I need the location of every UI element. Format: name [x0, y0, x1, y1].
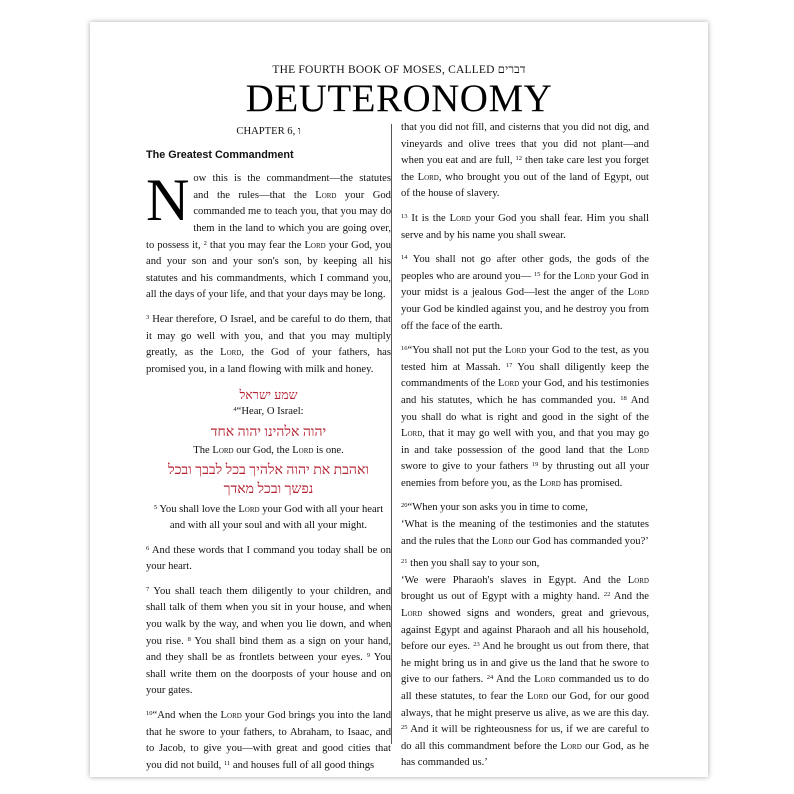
- verse-1-2: Now this is the commandment—the statutes and the rules—that the Lord your God commanded me to teach you, that you may do them in the land to which you are going over, to possess it, $^2$ that you may fear the Lord your God, you and your son and your son's son, by keeping all his statutes and his commandments, which I command you, all the days of your life, and that your days may be long.: [146, 167, 391, 301]
- verse-number: 8: [187, 635, 191, 643]
- verse-number: 7: [146, 585, 150, 593]
- hebrew-veahavta-line-2: נפשך ובכל מאדך: [223, 481, 314, 497]
- left-column: [146, 124, 391, 777]
- bible-page: [90, 22, 708, 777]
- verse-number: 22: [603, 591, 611, 599]
- verse-number: 16: [401, 345, 408, 353]
- verse-number: 6: [146, 544, 150, 552]
- chapter-label: CHAPTER 6, ו: [236, 126, 301, 137]
- verse-14-15: $^{14}$ You shall not go after other gods, the gods of the peoples who are around you— $^{15}$ for the Lord your God in your midst is a jealous God—lest the anger of the Lord your God be kindled against you, and he destroy you from off the face of the earth.: [401, 254, 649, 332]
- drop-cap: N: [146, 167, 190, 234]
- verse-number: 10: [146, 710, 153, 718]
- verse-number: 2: [203, 239, 207, 247]
- book-subtitle: THE FOURTH BOOK OF MOSES, CALLED דברים: [272, 64, 526, 76]
- hebrew-shema: שמע ישראל: [239, 388, 298, 403]
- hebrew-veahavta-line-1: ואהבת את יהוה אלהיך בכל לבבך ובכל: [168, 462, 369, 478]
- verse-number: 20: [401, 502, 408, 510]
- verse-number: 25: [401, 724, 408, 732]
- verse-20: $^{20}$“When your son asks you in time to come, ‘What is the meaning of the testimonies and the statutes and the rules that the Lord our God has commanded you?’: [401, 502, 649, 547]
- verse-number: 24: [486, 674, 494, 682]
- column-divider: [391, 124, 392, 744]
- book-title: DEUTERONOMY: [245, 77, 553, 120]
- verse-number: 5: [153, 503, 158, 511]
- verse-7-9: $^7$ You shall teach them diligently to your children, and shall talk of them when you sit in your house, and when you walk by the way, and when you lie down, and when you rise. $^8$ You shall bind them as a sign on your hand, and they shall be as frontlets between your eyes. $^9$ You shall write them on the doorposts of your house and on your gates.: [146, 585, 391, 697]
- verse-number: 18: [620, 394, 627, 402]
- verse-number: 23: [473, 641, 480, 649]
- verse-6: $^6$ And these words that I command you today shall be on your heart.: [146, 544, 391, 573]
- verse-number: 4: [233, 406, 237, 414]
- verse-number: 12: [515, 155, 523, 163]
- verse-5: $^5$ You shall love the Lord your God with all your heart and with all your soul and with all your might.: [153, 503, 384, 532]
- verse-number: 14: [401, 254, 408, 262]
- verse-number: 11: [223, 759, 231, 767]
- verse-number: 9: [366, 652, 371, 660]
- right-column: [401, 120, 649, 777]
- verse-number: 3: [146, 313, 150, 321]
- verse-21-25: $^{21}$ then you shall say to your son, ‘We were Pharaoh's slaves in Egypt. And the Lord brought us out of Egypt with a mighty hand. $^{22}$ And the Lord showed signs and wonders, great and grievous, against Egypt and against Pharaoh and all his household, before our eyes. $^{23}$ And he brought us out from there, that he might bring us in and give us the land that he swore to give to our fathers. $^{24}$ And the Lord commanded us to do all these statutes, to fear the Lord our God, for our good always, that he might preserve us alive, as we are this day. $^{25}$ And it will be righteousness for us, if we are careful to do all this commandment before the Lord our God, as he has commanded us.’: [401, 558, 650, 769]
- verse-3: $^3$ Hear therefore, O Israel, and be careful to do them, that it may go well with you, and that you may multiply greatly, as the Lord, the God of your fathers, has promised you, in a land flowing with milk and honey.: [146, 313, 392, 375]
- section-heading: The Greatest Commandment: [146, 148, 294, 161]
- verse-4-lord-one: The Lord our God, the Lord is one.: [193, 444, 344, 456]
- verse-number: 17: [505, 361, 513, 369]
- verse-number: 13: [401, 212, 408, 220]
- verse-10-11: $^{10}$“And when the Lord your God brings you into the land that he swore to your fathers, to Abraham, to Isaac, and to Jacob, to give you—with great and good cities that you did not build, $^{11}$ and houses full of all good things: [146, 710, 391, 771]
- verse-16-19: $^{16}$“You shall not put the Lord your God to the test, as you tested him at Massah. $^{17}$ You shall diligently keep the commandments of the Lord your God, and his testimonies and his statutes, which he has commanded you. $^{18}$ And you shall do what is right and good in the sight of the Lord, that it may go well with you, and that you may go in and take possession of the good land that the Lord swore to give to your fathers $^{19}$ by thrusting out all your enemies from before you, as the Lord has promised.: [401, 345, 649, 489]
- verse-number: 15: [533, 270, 541, 278]
- verse-11-12-cont: that you did not fill, and cisterns that you did not dig, and vineyards and olive trees that you did not plant—and when you eat and are full, $^{12}$ then take care lest you forget the Lord, who brought you out of the land of Egypt, out of the house of slavery.: [401, 122, 649, 200]
- verse-number: 21: [401, 558, 408, 566]
- hebrew-lord-one: יהוה אלהינו יהוה אחד: [210, 424, 327, 440]
- verse-13: $^{13}$ It is the Lord your God you shall fear. Him you shall serve and by his name you shall swear.: [401, 212, 649, 241]
- verse-number: 19: [531, 461, 539, 469]
- verse-4-hear: $^4$“Hear, O Israel:: [233, 406, 304, 418]
